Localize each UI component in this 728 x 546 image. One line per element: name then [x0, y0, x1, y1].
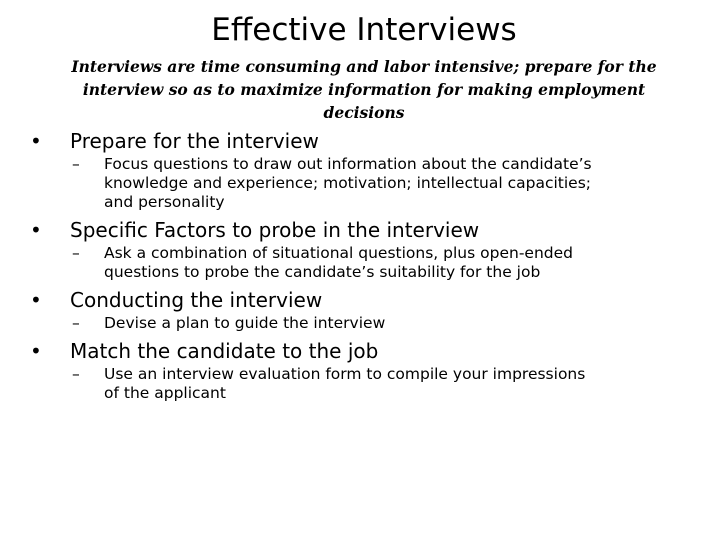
bullet-item — [30, 128, 690, 154]
dash-icon: – — [72, 244, 80, 262]
bullet-item — [30, 287, 690, 313]
subtitle-line: interview so as to maximize information for making employment — [82, 80, 646, 99]
sub-bullet-line: Ask a combination of situational questions, plus open-ended — [104, 244, 573, 262]
bullet-icon: • — [30, 339, 42, 363]
dash-icon: – — [72, 365, 80, 383]
dash-icon: – — [72, 314, 80, 332]
sub-bullet-line: Devise a plan to guide the interview — [104, 314, 386, 332]
sub-bullet-item — [30, 314, 690, 333]
bullet-text: Prepare for the interview — [70, 129, 319, 153]
subtitle-line: decisions — [323, 103, 405, 122]
subtitle-line: Interviews are time consuming and labor intensive; prepare for the — [71, 57, 657, 76]
sub-bullet-line: and personality — [104, 193, 225, 211]
bullet-icon: • — [30, 288, 42, 312]
bullet-list — [30, 128, 690, 403]
sub-bullet-item — [30, 244, 690, 282]
slide-title: Effective Interviews — [211, 12, 517, 48]
bullet-icon: • — [30, 129, 42, 153]
sub-bullet-line: questions to probe the candidate’s suitability for the job — [104, 263, 541, 281]
sub-bullet-line: Focus questions to draw out information about the candidate’s — [104, 155, 592, 173]
sub-bullet-line: of the applicant — [104, 384, 226, 402]
bullet-item — [30, 217, 690, 243]
slide-subtitle — [54, 55, 674, 124]
sub-bullet-item — [30, 365, 690, 403]
sub-bullet-line: knowledge and experience; motivation; intellectual capacities; — [104, 174, 592, 192]
bullet-icon: • — [30, 218, 42, 242]
bullet-item — [30, 338, 690, 364]
sub-bullet-line: Use an interview evaluation form to compile your impressions — [104, 365, 586, 383]
bullet-text: Match the candidate to the job — [70, 339, 379, 363]
sub-bullet-item — [30, 155, 690, 212]
bullet-text: Specific Factors to probe in the interview — [70, 218, 480, 242]
bullet-text: Conducting the interview — [70, 288, 323, 312]
dash-icon: – — [72, 155, 80, 173]
